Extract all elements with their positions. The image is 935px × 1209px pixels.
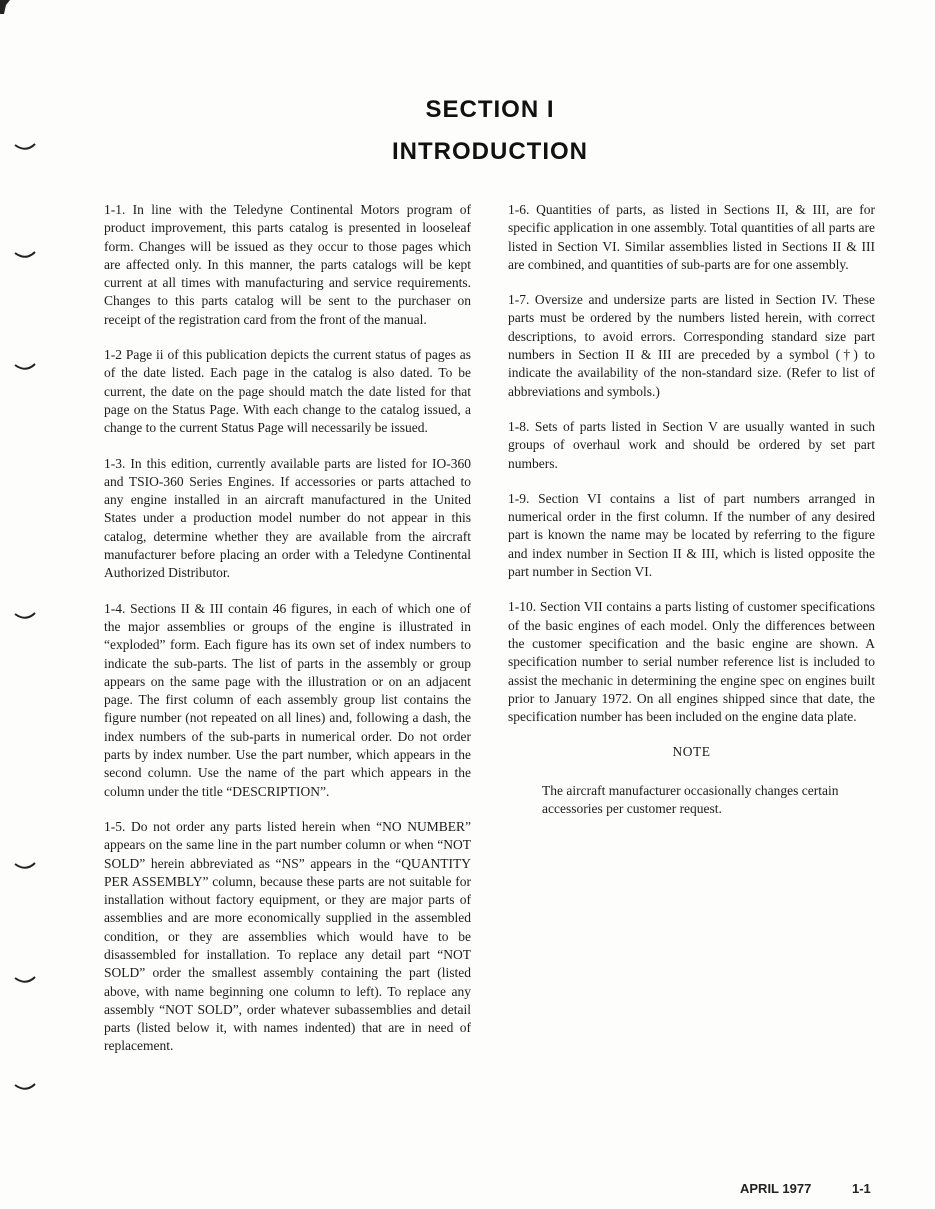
paragraph-1-4: 1-4. Sections II & III contain 46 figures, in each of which one of the major assemblies or groups of the engine is illustrated in “exploded” form. Each figure has its own set of index numbers to indicate the sub-parts. The list of parts in the assembly or group appears on the same page with the illustration or on an adjacent page. The first column of each assembly group list contains the figure number (not repeated on all lines) and, following a dash, the index numbers of the sub-parts in numerical order. Do not order parts by index number. Use the part number, which appears in the second column. Use the name of the part which appears in the column under the title “DESCRIPTION”. — [104, 600, 471, 799]
paragraph-1-8: 1-8. Sets of parts listed in Section V are usually wanted in such groups of overhaul work and should be ordered by set part numbers. — [508, 418, 875, 471]
binder-hole-icon — [14, 1082, 36, 1094]
right-column — [508, 201, 875, 818]
binder-hole-icon — [14, 362, 36, 374]
note-title: NOTE — [672, 744, 711, 760]
binder-hole-icon — [14, 142, 36, 154]
paragraph-1-10: 1-10. Section VII contains a parts listing of customer specifications of the basic engines of each model. Only the differences between the customer specification and the basic engine are shown. A specification number to serial number reference list is included to assist the mechanic in determining the engine spec on engines built prior to January 1972. On all engines shipped since that date, the specification number has been included on the engine data plate. — [508, 599, 875, 725]
paragraph-1-3: 1-3. In this edition, currently available parts are listed for IO-360 and TSIO-360 Series Engines. If accessories or parts attached to any engine installed in an aircraft manufactured in the United States under a production model number do not appear in this catalog, determine whether they are available from the aircraft manufacturer before placing an order with a Teledyne Continental Authorized Distributor. — [104, 455, 471, 581]
paragraph-1-5: 1-5. Do not order any parts listed herein when “NO NUMBER” appears on the same line in the part number column or when “NOT SOLD” herein abbreviated as “NS” appears in the “QUANTITY PER ASSEMBLY” column, because these parts are not suitable for installation without factory equipment, or they are major parts of assemblies and are more economically supplied in the assembled condition, or they are assemblies which would have to be disassembled for installation. To replace any detail part “NOT SOLD” order the smallest assembly containing the part (listed above, with name beginning one column to left). To replace any assembly “NOT SOLD”, order whatever subassemblies and detail parts (listed below it, with names indented) that are in need of replacement. — [104, 818, 471, 1054]
section-title: SECTION I — [425, 96, 555, 123]
corner-mark-icon — [0, 0, 14, 14]
paragraph-1-1: 1-1. In line with the Teledyne Continental Motors program of product improvement, this parts catalog is presented in looseleaf form. Changes will be issued as they occur to those pages which are affected only. In this manner, the parts catalogs will be kept current at all times with manufacturing and service requirements. Changes to this parts catalog will be sent to the purchaser on receipt of the registration card from the front of the manual. — [104, 202, 471, 327]
binder-hole-icon — [14, 250, 36, 262]
paragraph-1-7: 1-7. Oversize and undersize parts are listed in Section IV. These parts must be ordered by the numbers listed herein, with correct descriptions, to avoid errors. Corresponding standard size part numbers in Section II & III are preceded by a symbol (†) to indicate the availability of the non-standard size. (Refer to list of abbreviations and symbols.) — [508, 292, 875, 399]
binder-hole-icon — [14, 975, 36, 987]
page-number: 1-1 — [852, 1181, 871, 1196]
paragraph-1-9: 1-9. Section VI contains a list of part numbers arranged in numerical order in the first column. If the number of any desired part is known the name may be located by referring to the figure and index number in Section II & III, which is listed opposite the part number in Section VI. — [508, 490, 875, 580]
footer-date: APRIL 1977 — [740, 1181, 812, 1196]
paragraph-1-6: 1-6. Quantities of parts, as listed in Sections II, & III, are for specific application in one assembly. Total quantities of all parts are listed in Section VI. Similar assemblies listed in Sections II & III are combined, and quantities of sub-parts are for one assembly. — [508, 202, 875, 272]
page-title: INTRODUCTION — [392, 138, 588, 165]
note-body: The aircraft manufacturer occasionally changes certain accessories per customer request. — [542, 782, 839, 817]
paragraph-1-2: 1-2 Page ii of this publication depicts the current status of pages as of the date listed. Each page in the catalog is also dated. To be current, the date on the page should match the date listed for that page on the Status Page. With each change to the catalog issued, a change to the current Status Page will necessarily be issued. — [104, 347, 471, 436]
binder-hole-icon — [14, 611, 36, 623]
left-column — [104, 201, 471, 1073]
binder-hole-icon — [14, 861, 36, 873]
